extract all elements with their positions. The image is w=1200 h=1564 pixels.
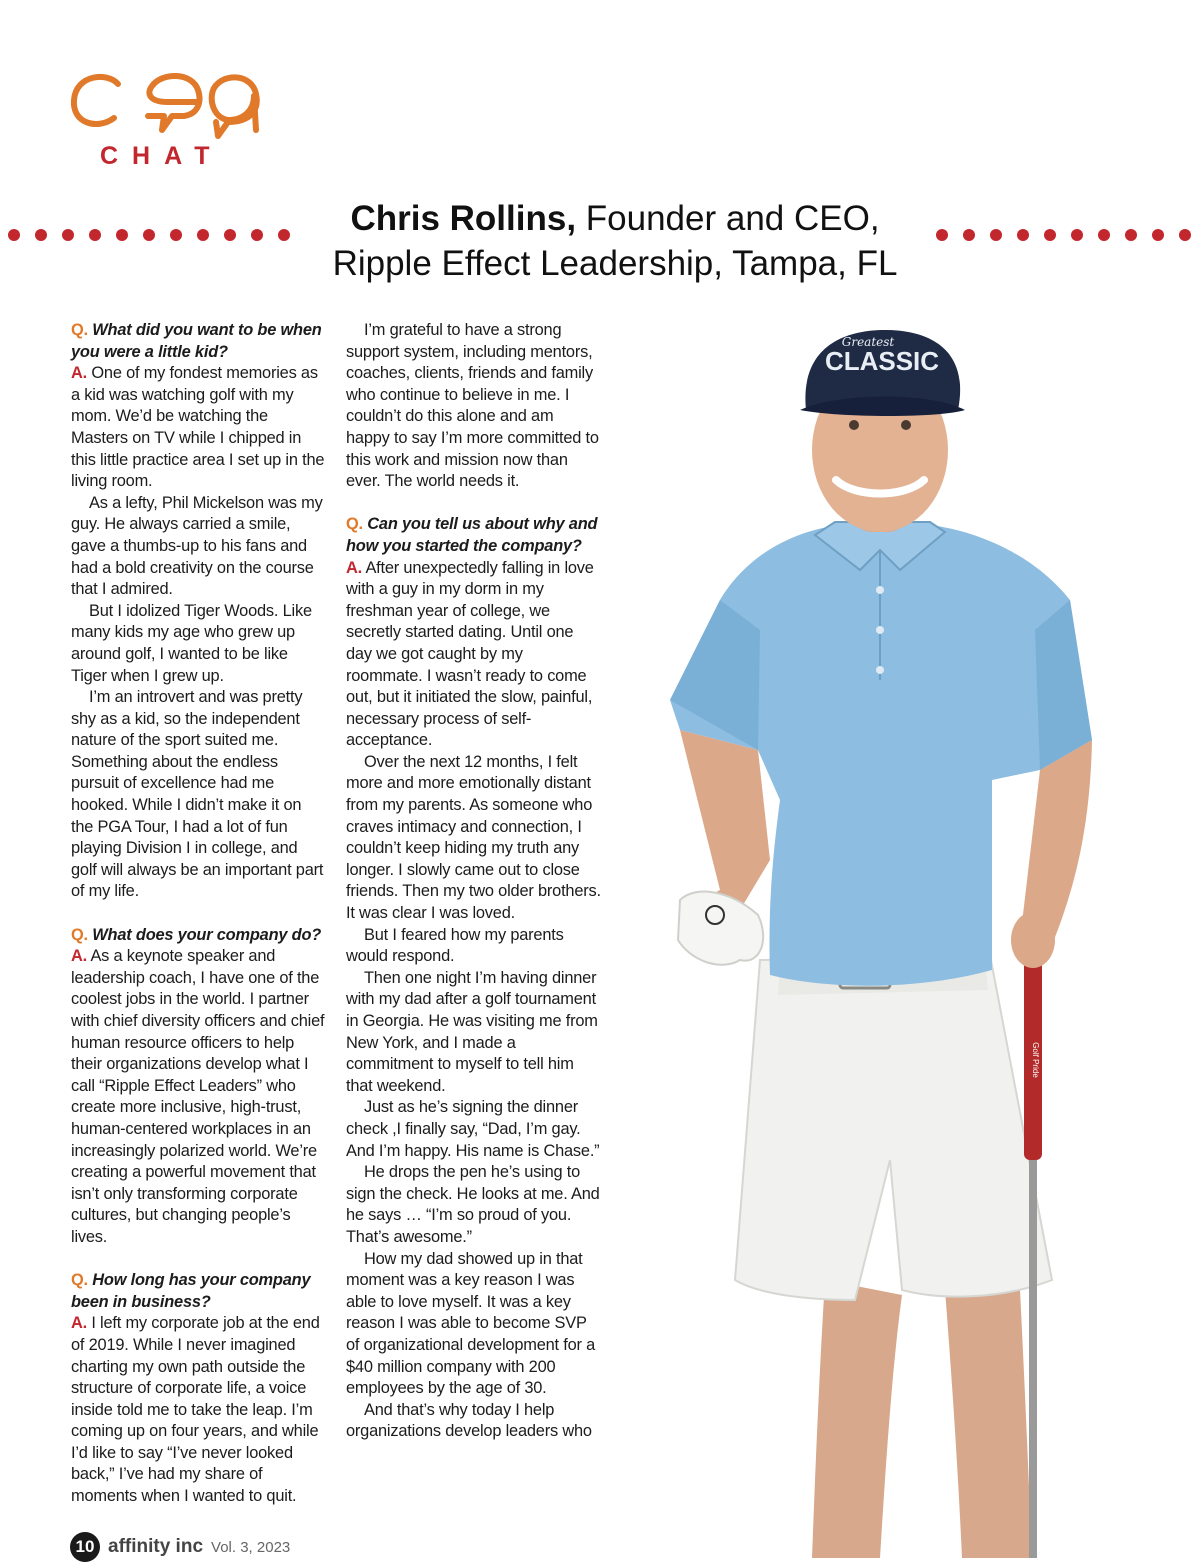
question-2: Q. What does your company do? [71,925,322,944]
q-marker: Q. [71,925,88,944]
answer-3-para-2: I’m grateful to have a strong support system, including mentors, coaches, clients, friends and family who continue to believe in me. I couldn’t do this alone and am happy to say I’m more committed to this work and mission now than ever. The world needs it. [346,321,599,491]
company-location: Ripple Effect Leadership, Tampa, FL [332,244,898,283]
answer-3: A. I left my corporate job at the end of 2019. While I never imagined charting my own path outside the structure of corporate life, a voice inside told me to take the leap. I’m coming up on four years, and while I’d like to say “I’ve never looked back,” I’ve had my share of moments when I wanted to quit. [71,1314,320,1506]
q-marker: Q. [71,321,88,339]
answer-4-para-5: Just as he’s signing the dinner check ,I finally say, “Dad, I’m gay. And I’m happy. His name is Chase.” [346,1098,600,1160]
answer-4-para-8: And that’s why today I help organizations develop leaders who [346,1400,592,1441]
answer-4-para-2: Over the next 12 months, I felt more and more emotionally distant from my parents. As someone who craves intimacy and connection, I couldn’t keep hiding my truth any longer. I slowly came out to close friends. Then my two older brothers. It was clear I was loved. [346,752,601,923]
answer-4-para-6: He drops the pen he’s using to sign the check. He looks at me. And he says … “I’m so proud of you. That’s awesome.” [346,1163,600,1246]
text-column-2 [346,320,601,1443]
portrait-photo [640,300,1200,1558]
q-marker: Q. [71,1271,88,1290]
issue-volume: Vol. 3, 2023 [211,1538,291,1556]
question-1: Q. What did you want to be when you were a little kid? [71,321,322,361]
grip-text: Golf Pride [1031,1042,1040,1078]
page-footer [70,1530,290,1564]
answer-2: A. As a keynote speaker and leadership coach, I have one of the coolest jobs in the world. I partner with chief diversity officers and chief human resource officers to help their organizations develop what I call “Ripple Effect Leaders” who create more inclusive, high-trust, human-centered workplaces in an increasingly polarized world. We’re creating a powerful movement that isn’t only transforming corporate cultures, but changing people’s lives. [71,947,325,1246]
answer-4-para-3: But I feared how my parents would respond. [346,925,564,966]
interviewee-name: Chris Rollins, [350,199,577,238]
answer-1: A. One of my fondest memories as a kid was watching golf with my mom. We’d be watching the Masters on TV while I chipped in this little practice area I set up in the living room. [71,364,325,491]
answer-1-para-4: I’m an introvert and was pretty shy as a kid, so the independent nature of the sport suited me. Something about the endless pursuit of excellence had me hooked. While I didn’t make it on the PGA Tour, I had a lot of fun playing Division I in college, and golf will always be an important part of my life. [71,688,324,901]
cap-text: CLASSIC [824,346,940,376]
answer-1-para-2: As a lefty, Phil Mickelson was my guy. He always carried a smile, gave a thumbs-up to his fans and had a bold creativity on the course that I admired. [71,493,323,599]
answer-4-para-4: Then one night I’m having dinner with my dad after a golf tournament in Georgia. He was visiting me from New York, and I made a commitment to myself to tell him that weekend. [346,968,598,1095]
page-number: 10 [70,1532,100,1562]
dot-rule-right [930,225,1200,245]
cap-script-text: Greatest [841,335,895,349]
answer-4: A. After unexpectedly falling in love with a guy in my dorm in my freshman year of college, we secretly started dating. Until one day we got caught by my roommate. I wasn’t ready to come out, but it initiated the slow, painful, necessary process of self-acceptance. [346,558,594,750]
logo-chat-text: CHAT [100,142,224,170]
question-4: Q. Can you tell us about why and how you started the company? [346,515,598,555]
a-marker: A. [71,364,87,383]
dot-rule-left [0,225,300,245]
q-marker: Q. [346,515,363,534]
article-headline [300,196,930,286]
answer-1-para-3: But I idolized Tiger Woods. Like many kids my age who grew up around golf, I wanted to be like Tiger when I grew up. [71,601,312,685]
a-marker: A. [71,947,87,966]
magazine-brand: affinity inc [108,1536,204,1557]
answer-4-para-7: How my dad showed up in that moment was a key reason I was able to love myself. It was a key reason I was able to become SVP of organizational development for a $40 million company with 200 employees by the age of 30. [346,1249,596,1398]
a-marker: A. [346,558,362,577]
interviewee-title: Founder and CEO, [576,199,880,238]
text-column-1 [71,320,326,1508]
question-3: Q. How long has your company been in business? [71,1271,311,1311]
a-marker: A. [71,1314,87,1333]
